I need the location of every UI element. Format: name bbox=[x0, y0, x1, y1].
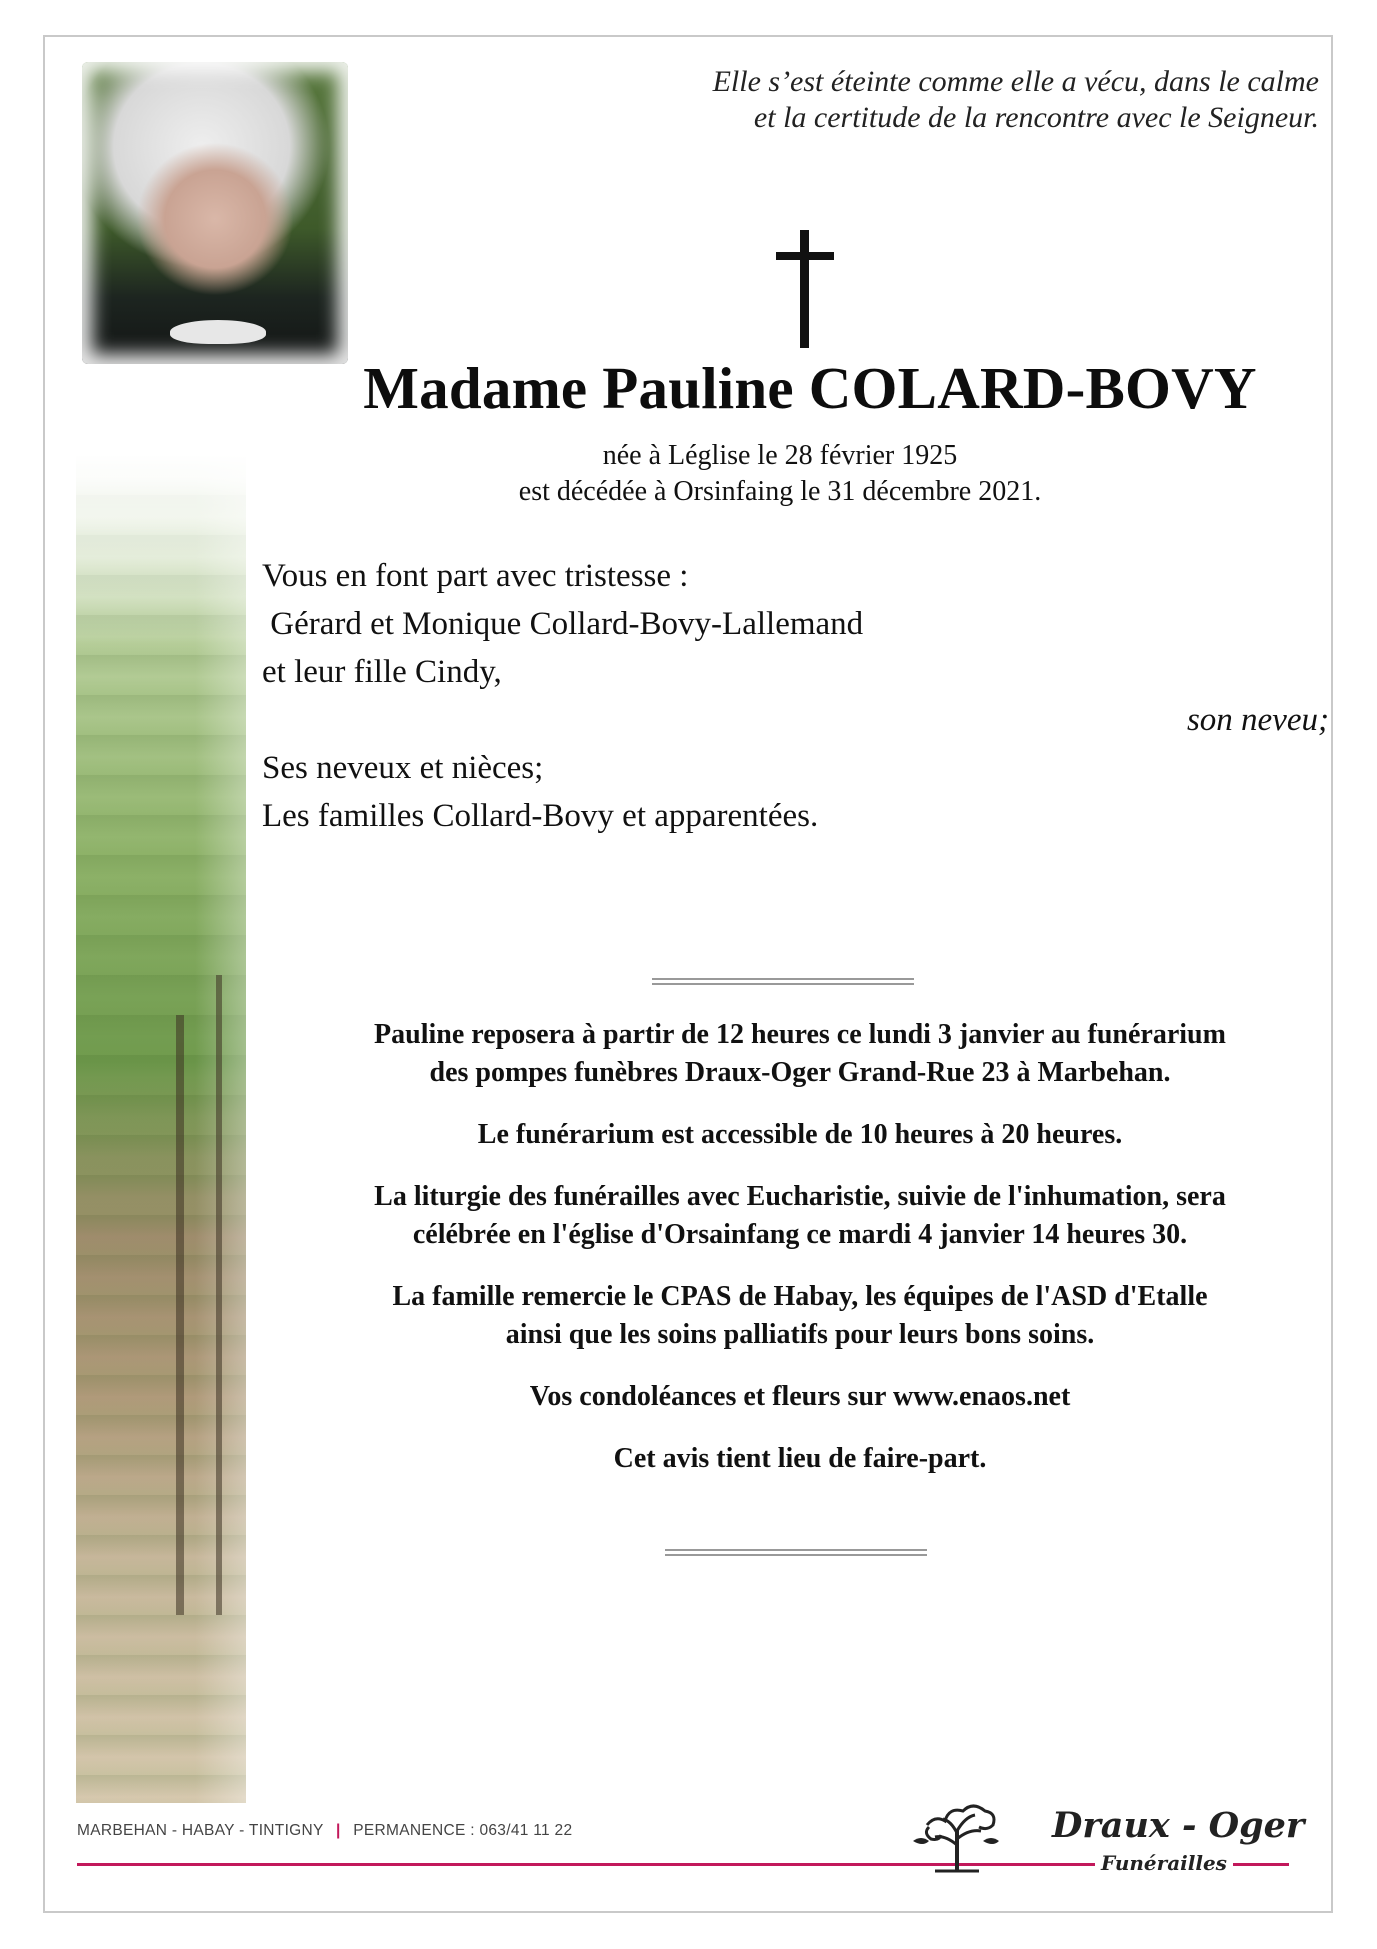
logo-subtitle: Funérailles bbox=[1095, 1851, 1233, 1875]
footer-locations: MARBEHAN - HABAY - TINTIGNY bbox=[77, 1822, 324, 1839]
footer-separator: | bbox=[336, 1822, 341, 1839]
footer-contact bbox=[77, 1822, 572, 1840]
info-paragraph: Vos condoléances et fleurs sur www.enaos.net bbox=[529, 1381, 1071, 1412]
mourner-role: son neveu; bbox=[1186, 702, 1329, 738]
mourners-list bbox=[262, 552, 1342, 840]
info-paragraph: La liturgie des funérailles avec Eucharistie, suivie de l'inhumation, sera célébrée en l'église d'Orsainfang ce mardi 4 janvier 14 heures 30. bbox=[374, 1181, 1226, 1250]
info-paragraph: Pauline reposera à partir de 12 heures ce lundi 3 janvier au funérarium des pompes funèbres Draux-Oger Grand-Rue 23 à Marbehan. bbox=[374, 1019, 1226, 1088]
forest-path-photo bbox=[76, 455, 246, 1803]
info-paragraph: La famille remercie le CPAS de Habay, les équipes de l'ASD d'Etalle ainsi que les soins palliatifs pour leurs bons soins. bbox=[392, 1281, 1208, 1350]
mourner-line: Ses neveux et nièces; bbox=[262, 750, 544, 786]
birth-death-dates: née à Léglise le 28 février 1925 est décédée à Orsinfaing le 31 décembre 2021. bbox=[518, 440, 1042, 507]
epitaph-quote: Elle s’est éteinte comme elle a vécu, dans le calme et la certitude de la rencontre avec le Seigneur. bbox=[712, 65, 1319, 134]
tree-logo-icon bbox=[905, 1785, 1005, 1873]
info-paragraph: Le funérarium est accessible de 10 heures à 20 heures. bbox=[477, 1119, 1123, 1150]
mourners-intro: Vous en font part avec tristesse : bbox=[262, 558, 689, 594]
deceased-portrait bbox=[82, 62, 348, 364]
footer-permanence: PERMANENCE : 063/41 11 22 bbox=[353, 1822, 573, 1839]
logo-name: Draux - Oger bbox=[1052, 1805, 1305, 1846]
divider-bottom bbox=[665, 1549, 927, 1556]
mourner-line: Gérard et Monique Collard-Bovy-Lallemand bbox=[262, 606, 864, 642]
deceased-name: Madame Pauline COLARD-BOVY bbox=[363, 355, 1257, 421]
mourner-line: Les familles Collard-Bovy et apparentées. bbox=[262, 798, 819, 834]
info-paragraph: Cet avis tient lieu de faire-part. bbox=[613, 1443, 987, 1474]
tree-trunk bbox=[216, 975, 222, 1615]
portrait-collar bbox=[170, 320, 266, 344]
cross-icon bbox=[770, 230, 840, 348]
mourner-line: et leur fille Cindy, bbox=[262, 654, 502, 690]
tree-trunk bbox=[176, 1015, 184, 1615]
divider-top bbox=[652, 978, 914, 985]
funeral-information bbox=[270, 1016, 1330, 1502]
